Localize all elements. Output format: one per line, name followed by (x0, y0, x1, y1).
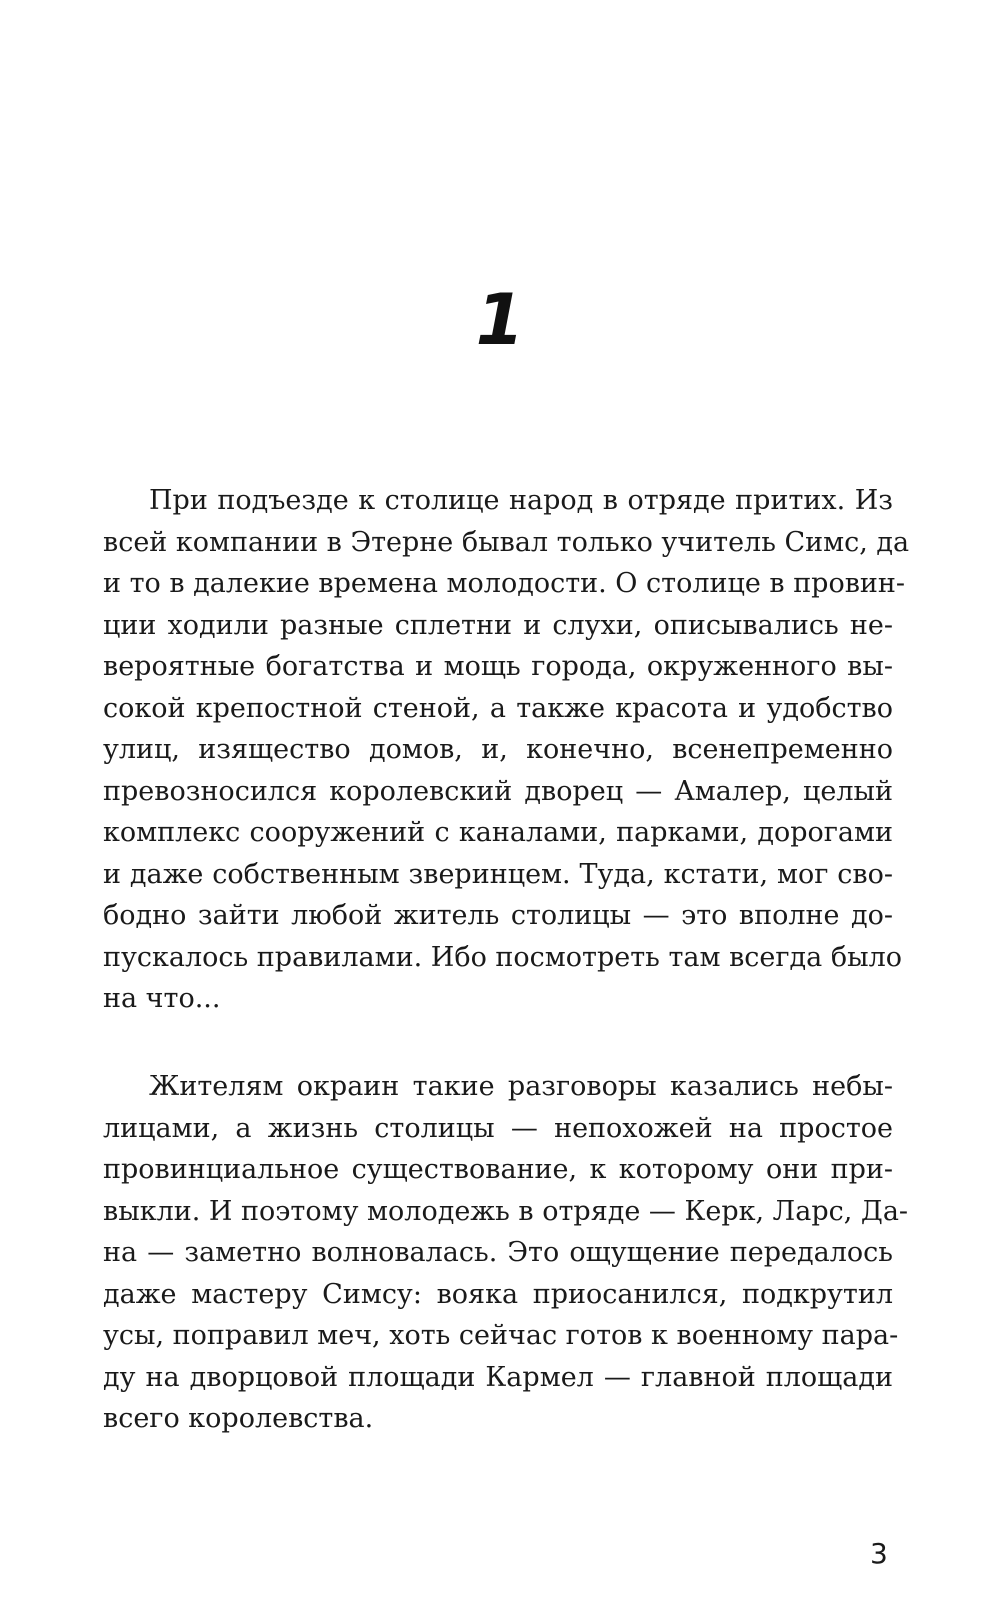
paragraph-2 (103, 1066, 909, 1440)
text-line: всего королевства. (103, 1403, 374, 1434)
text-line: сокой крепостной стеной, а также красота и удобство (103, 692, 893, 724)
text-line: При подъезде к столице народ в отряде притих. Из (149, 485, 893, 516)
text-line: и то в далекие времена молодости. О столице в провин- (103, 568, 906, 599)
text-line: лицами, а жизнь столицы — непохожей на простое (103, 1112, 893, 1144)
text-line: провинциальное существование, к которому они при- (103, 1154, 893, 1185)
chapter-number: 1 (475, 279, 525, 361)
page-number: 3 (870, 1537, 888, 1570)
text-line: превозносился королевский дворец — Амалер, целый (103, 775, 893, 807)
text-line: на — заметно волновалась. Это ощущение передалось (103, 1237, 893, 1268)
text-line: пускалось правилами. Ибо посмотреть там всегда было (103, 941, 902, 973)
text-line: комплекс сооружений с каналами, парками, дорогами (103, 817, 893, 848)
text-line: бодно зайти любой житель столицы — это вполне до- (103, 900, 893, 931)
text-line: выкли. И поэтому молодежь в отряде — Керк, Ларс, Да- (103, 1195, 909, 1227)
text-line: ции ходили разные сплетни и слухи, описывались не- (103, 609, 893, 641)
text-line: на что... (103, 983, 221, 1014)
paragraph-1 (103, 480, 910, 1020)
text-line: даже мастеру Симсу: вояка приосанился, подкрутил (103, 1278, 893, 1310)
text-line: улиц, изящество домов, и, конечно, всенепременно (103, 734, 893, 765)
text-line: ду на дворцовой площади Кармел — главной площади (103, 1361, 893, 1393)
text-line: усы, поправил меч, хоть сейчас готов к военному пара- (103, 1320, 899, 1351)
text-line: вероятные богатства и мощь города, окруженного вы- (103, 651, 893, 682)
text-line: всей компании в Этерне бывал только учитель Симс, да (103, 526, 910, 558)
text-line: и даже собственным зверинцем. Туда, кстати, мог сво- (103, 858, 893, 890)
text-line: Жителям окраин такие разговоры казались небы- (149, 1071, 893, 1102)
